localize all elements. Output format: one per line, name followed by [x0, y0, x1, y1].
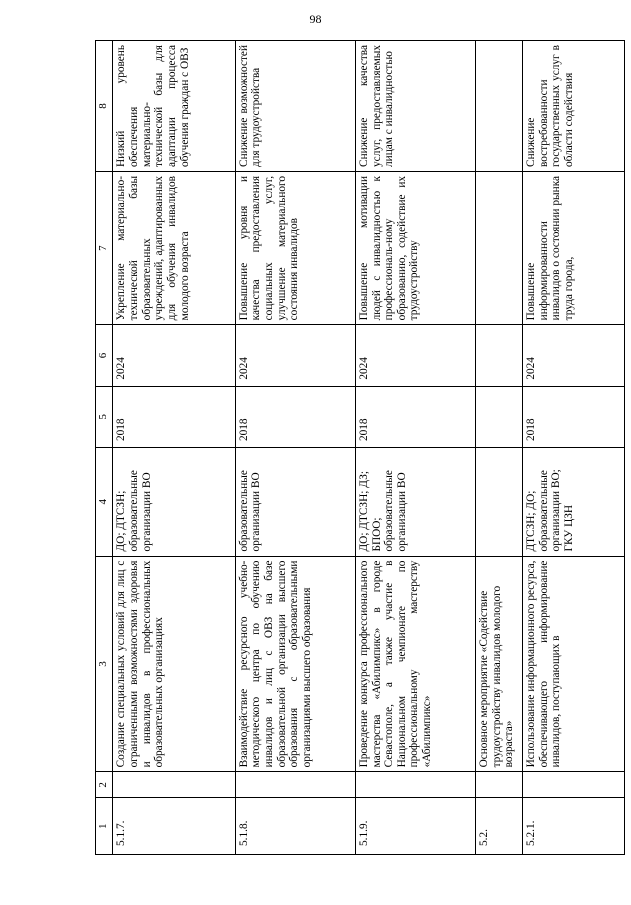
table-row: [113, 41, 235, 855]
header-cell: 8: [96, 41, 113, 172]
measure-cell: Проведение конкурса профессионального мастерства «Абилимпикс» в городе Севастополе, а также участие в Национальном чемпионате по профессиональному мастерству «Абилимпикс»: [355, 556, 475, 772]
row-number: 5.1.9.: [355, 798, 475, 855]
risk-cell: Снижение возможностей для трудоустройства: [235, 41, 355, 172]
header-cell: 5: [96, 386, 113, 447]
result-cell: Повышение уровня и качества предоставления социальных услуг, улучшение материального состояния инвалидов: [235, 171, 355, 324]
start-year-cell: 2018: [235, 386, 355, 447]
rotated-table-wrapper: [95, 40, 625, 855]
end-year-cell: 2024: [523, 325, 625, 386]
result-cell: Повышение информированности инвалидов о состоянии рынка труда города,: [523, 171, 625, 324]
executors-cell: [476, 448, 523, 557]
result-cell: Повышение мотивации людей с инвалидностью к профессиональ-ному образованию, содействие их трудоустройству: [355, 171, 475, 324]
executors-cell: ДТСЗН; ДО; образовательные организации ВО; ГКУ ЦЗН: [523, 448, 625, 557]
row-number: 5.1.8.: [235, 798, 355, 855]
row-number: 5.2.1.: [523, 798, 625, 855]
end-year-cell: 2024: [355, 325, 475, 386]
end-year-cell: 2024: [235, 325, 355, 386]
risk-cell: Снижение качества услуг, предоставляемых лицам с инвалидностью: [355, 41, 475, 172]
header-cell: 6: [96, 325, 113, 386]
risk-cell: Снижение востребованности государственных услуг в области содействия: [523, 41, 625, 172]
measure-cell: Взаимодействие ресурсного учебно-методического центра по обучению инвалидов и лиц с ОВЗ на базе образовательной организации высшего образования с образовательными организациями высшего образования: [235, 556, 355, 772]
empty-cell: [476, 772, 523, 798]
table-row: [235, 41, 355, 855]
row-number: 5.2.: [476, 798, 523, 855]
page-number: 98: [309, 12, 322, 26]
measure-cell: Создание специальных условий для лиц с ограниченными возможностями здоровья и инвалидов в профессиональных образовательных организациях: [113, 556, 235, 772]
executors-cell: образовательные организации ВО: [235, 448, 355, 557]
start-year-cell: 2018: [113, 386, 235, 447]
risk-cell: [476, 41, 523, 172]
empty-cell: [113, 772, 235, 798]
executors-cell: ДО; ДТСЗН; ДЗ; БПОО; образовательные организации ВО: [355, 448, 475, 557]
header-cell: 3: [96, 556, 113, 772]
end-year-cell: [476, 325, 523, 386]
header-cell: 7: [96, 171, 113, 324]
header-cell: 4: [96, 448, 113, 557]
measure-cell: Основное мероприятие «Содействие трудоустройству инвалидов молодого возраста»: [476, 556, 523, 772]
start-year-cell: 2018: [523, 386, 625, 447]
start-year-cell: [476, 386, 523, 447]
start-year-cell: 2018: [355, 386, 475, 447]
result-cell: Укрепление материально-технической базы образовательных учреждений, адаптированных для обучения инвалидов молодого возраста: [113, 171, 235, 324]
header-row: [96, 41, 113, 855]
header-cell: 1: [96, 798, 113, 855]
empty-cell: [523, 772, 625, 798]
table-row: [355, 41, 475, 855]
executors-cell: ДО; ДТСЗН; образовательные организации ВО: [113, 448, 235, 557]
table-row: [523, 41, 625, 855]
header-cell: 2: [96, 772, 113, 798]
measure-cell: Использование информационного ресурса, обеспечивающего информирование инвалидов, поступающих в: [523, 556, 625, 772]
end-year-cell: 2024: [113, 325, 235, 386]
measures-table: [95, 40, 625, 855]
empty-cell: [235, 772, 355, 798]
row-number: 5.1.7.: [113, 798, 235, 855]
result-cell: [476, 171, 523, 324]
risk-cell: Низкий уровень обеспечения материально-технической базы для адаптации процесса обучения граждан с ОВЗ: [113, 41, 235, 172]
table-row: [476, 41, 523, 855]
empty-cell: [355, 772, 475, 798]
